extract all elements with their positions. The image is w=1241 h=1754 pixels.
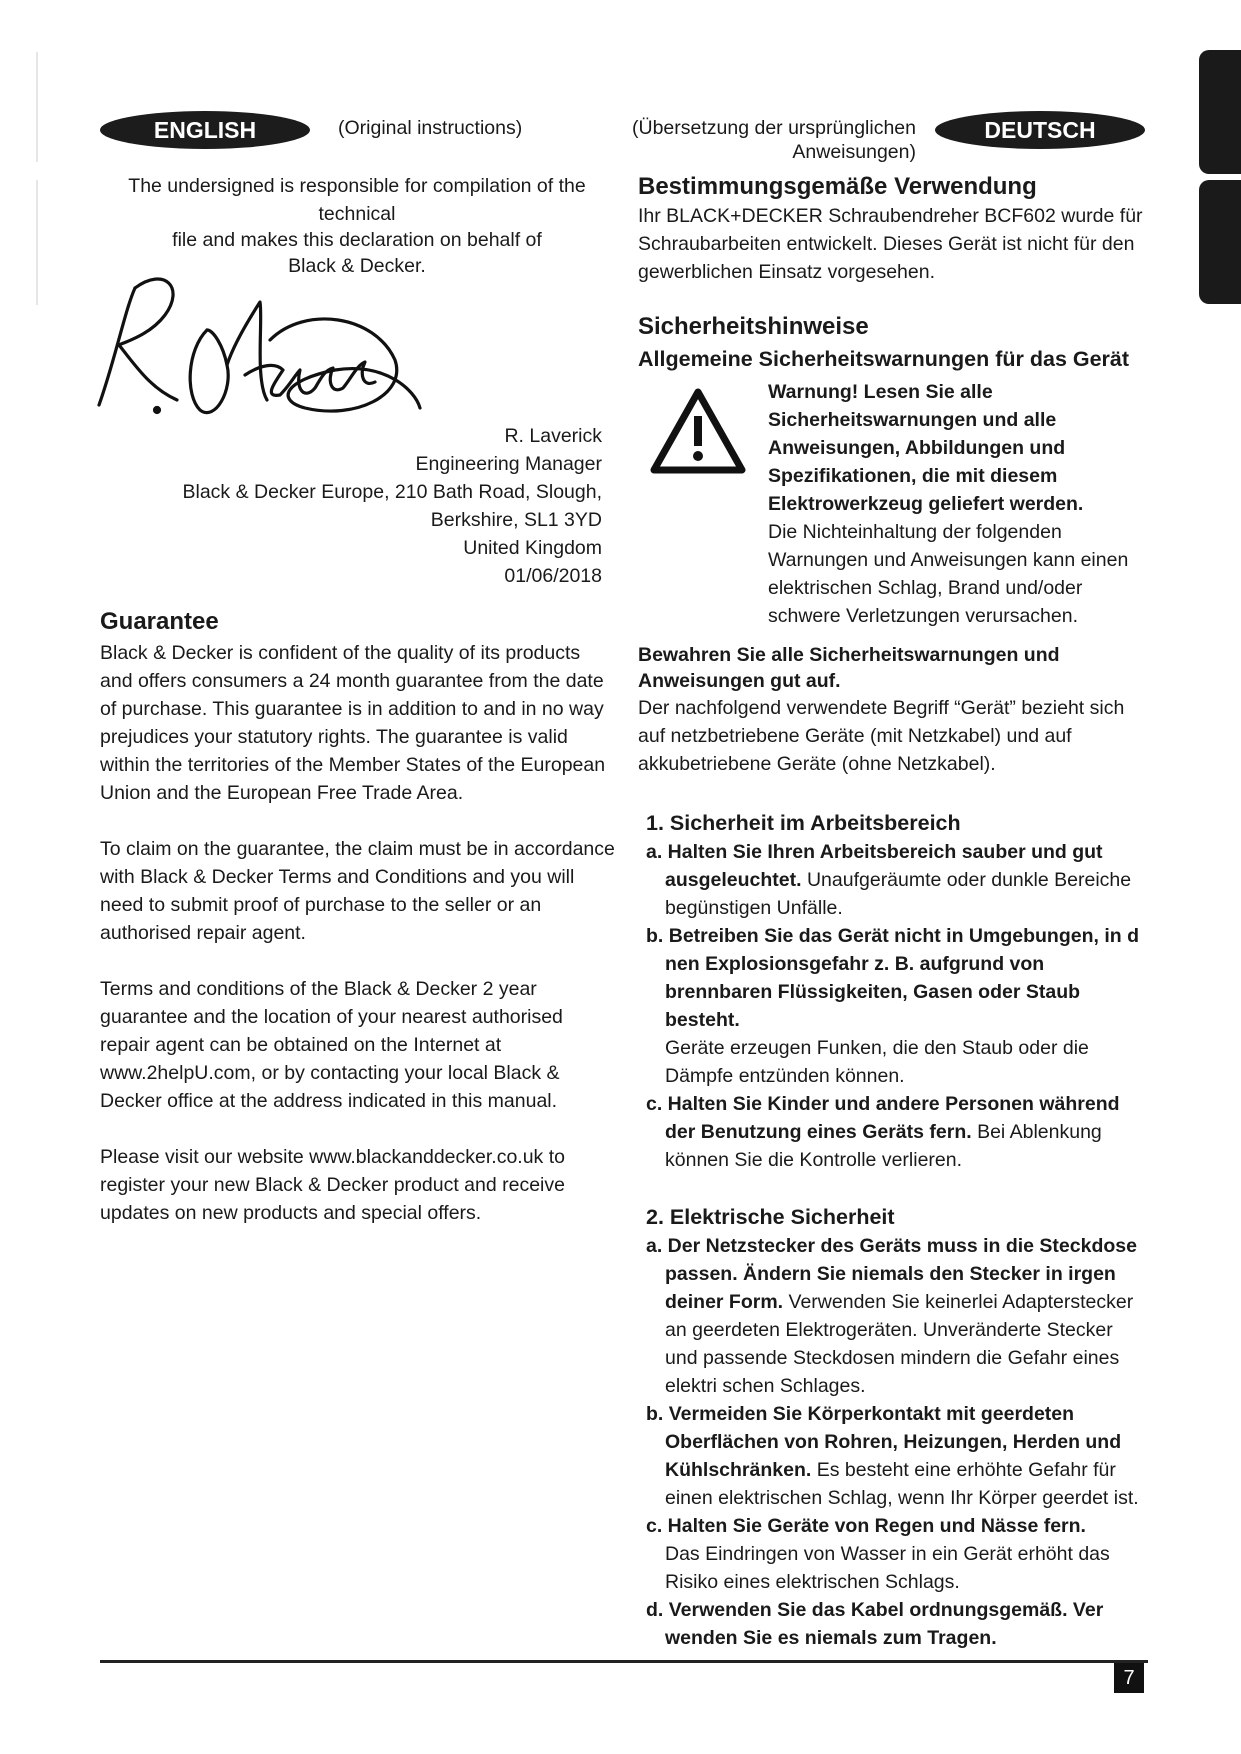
signatory-title: Engineering Manager [415,453,602,475]
section-2-item-a-text: Verwenden Sie keinerlei Adapterstecker an geerdeten Elektrogeräten. Unveränderte Stecker und passende Steckdosen mindern die Gefahr eines elektri schen Schlages. [665,1291,1134,1397]
section-2-heading: 2. Elektrische Sicherheit [646,1205,895,1229]
section-2-item-c [646,1512,1148,1596]
section-2-item-d [646,1596,1148,1652]
footer-rule [100,1660,1148,1663]
section-tab-top [1199,50,1241,174]
deutsch-subtitle-line-1: (Übersetzung der ursprünglichen [632,117,916,139]
declaration-line-3: Black & Decker. [288,255,426,277]
deutsch-subtitle-line-2: Anweisungen) [792,141,916,163]
declaration-line-1: The undersigned is responsible for compilation of the technical [128,175,586,225]
keep-instructions-text: Der nachfolgend verwendete Begriff “Gerät” bezieht sich auf netzbetriebene Geräte (mit Netzkabel) und auf akkubetriebene Geräte (ohne Netzkabel). [638,697,1125,775]
guarantee-paragraph-1: Black & Decker is confident of the quality of its products and offers consumers a 24 month guarantee from the date of purchase. This guarantee is in addition to and in no way prejudices your statutory rights. The guarantee is valid within the territories of the Member States of the European Union and the European Free Trade Area. [100,642,606,804]
section-2-item-a [646,1232,1148,1400]
deutsch-language-badge: DEUTSCH [935,111,1145,149]
address-line-1: Black & Decker Europe, 210 Bath Road, Slough, [182,481,602,503]
section-1-item-b [646,922,1148,1090]
deutsch-subtitle [600,114,916,166]
section-2-item-a-bold: a. Der Netzstecker des Geräts muss in die Steckdose passen. Ändern Sie niemals den Stecker in irgen deiner Form. [646,1235,1137,1313]
section-2-item-d-bold: d. Verwenden Sie das Kabel ordnungsgemäß. Ver wenden Sie es niemals zum Tragen. [646,1599,1104,1649]
english-language-badge: ENGLISH [100,111,310,149]
guarantee-heading: Guarantee [100,608,219,635]
section-2-item-c-bold: c. Halten Sie Geräte von Regen und Nässe fern. [646,1515,1086,1537]
section-2 [638,1202,1148,1652]
safety-heading: Sicherheitshinweise [638,313,869,340]
guarantee-section [100,607,616,1227]
declaration-block [100,172,614,280]
section-1-item-c [646,1090,1148,1174]
section-1-item-c-text: Bei Ablenkung können Sie die Kontrolle verlieren. [665,1121,1102,1171]
use-text: Ihr BLACK+DECKER Schraubendreher BCF602 wurde für Schraubarbeiten entwickelt. Dieses Gerät ist nicht für den gewerblichen Einsatz vorgesehen. [638,205,1143,283]
section-1-heading: 1. Sicherheit im Arbeitsbereich [646,811,961,835]
section-1-item-b-text: Geräte erzeugen Funken, die den Staub oder die Dämpfe entzünden können. [665,1037,1089,1087]
deutsch-content [638,172,1148,1652]
address-line-3: United Kingdom [463,537,602,559]
page-number: 7 [1114,1663,1144,1693]
section-1 [638,808,1148,1174]
signatory-name: R. Laverick [504,425,602,447]
guarantee-paragraph-3: Terms and conditions of the Black & Decker 2 year guarantee and the location of your nearest authorised repair agent can be obtained on the Internet at www.2helpU.com, or by contacting your local Black & Decker office at the address indicated in this manual. [100,978,563,1112]
keep-instructions-bold: Bewahren Sie alle Sicherheitswarnungen und Anweisungen gut auf. [638,644,1060,692]
section-tab-bottom [1199,180,1241,304]
section-2-item-b-bold: b. Vermeiden Sie Körperkontakt mit geerdeten Oberflächen von Rohren, Heizungen, Herden und Kühlschränken. [646,1403,1122,1481]
signature-image [95,270,425,440]
warning-triangle-icon [650,388,746,474]
declaration-line-2: file and makes this declaration on behalf of [172,229,542,251]
section-1-item-a [646,838,1148,922]
section-1-item-a-text: Unaufgeräumte oder dunkle Bereiche begünstigen Unfälle. [665,869,1132,919]
signatory-block [100,422,602,590]
section-1-item-c-bold: c. Halten Sie Kinder und andere Personen während der Benutzung eines Geräts fern. [646,1093,1120,1143]
warning-bold-text: Warnung! Lesen Sie alle Sicherheitswarnungen und alle Anweisungen, Abbildungen und Spezifikationen, die mit diesem Elektrowerkzeug geliefert werden. [768,381,1084,515]
margin-line-bottom [36,180,38,305]
warning-block [638,378,1148,630]
section-1-item-a-bold: a. Halten Sie Ihren Arbeitsbereich sauber und gut ausgeleuchtet. [646,841,1103,891]
section-1-item-b-bold: b. Betreiben Sie das Gerät nicht in Umgebungen, in d nen Explosionsgefahr z. B. aufgrund von brennbaren Flüssigkeiten, Gasen oder Staub besteht. [646,925,1139,1031]
section-2-item-c-text: Das Eindringen von Wasser in ein Gerät erhöht das Risiko eines elektrischen Schlags. [665,1543,1110,1593]
english-subtitle: (Original instructions) [338,117,523,139]
margin-line-top [36,52,38,162]
guarantee-paragraph-2: To claim on the guarantee, the claim must be in accordance with Black & Decker Terms and Conditions and you will need to submit proof of purchase to the seller or an authorised repair agent. [100,838,615,944]
warning-text: Die Nichteinhaltung der folgenden Warnungen und Anweisungen kann einen elektrischen Schlag, Brand und/oder schwere Verletzungen verursachen. [768,521,1129,627]
declaration-date: 01/06/2018 [504,565,602,587]
use-heading: Bestimmungsgemäße Verwendung [638,173,1037,200]
guarantee-paragraph-4: Please visit our website www.blackanddecker.co.uk to register your new Black & Decker product and receive updates on new products and special offers. [100,1146,565,1224]
general-safety-heading: Allgemeine Sicherheitswarnungen für das Gerät [638,347,1130,371]
section-2-item-b-text: Es besteht eine erhöhte Gefahr für einen elektrischen Schlag, wenn Ihr Körper geerdet ist. [665,1459,1139,1509]
section-2-item-b [646,1400,1148,1512]
address-line-2: Berkshire, SL1 3YD [430,509,602,531]
